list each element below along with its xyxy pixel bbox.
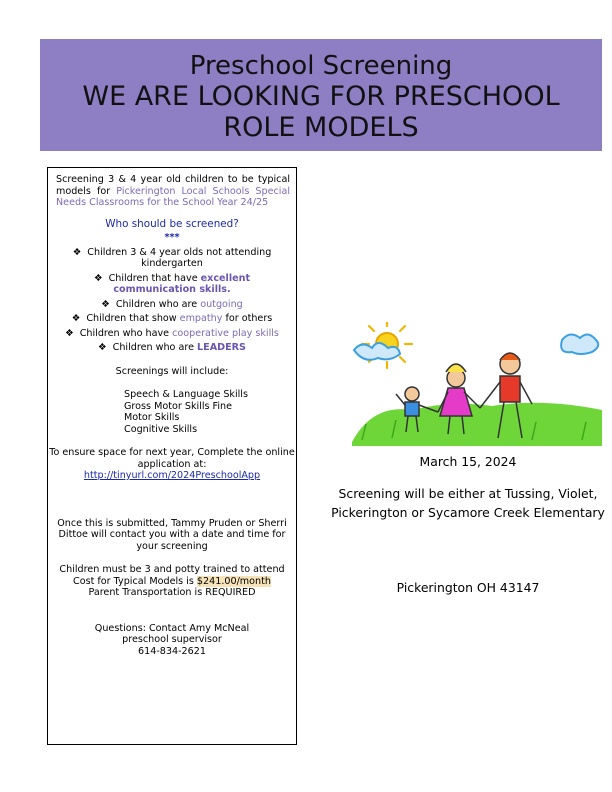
banner-headline-1: WE ARE LOOKING FOR PRESCHOOL	[82, 81, 560, 112]
info-box	[47, 167, 297, 745]
intro-text	[48, 168, 296, 209]
diamond-bullet-icon: ❖	[93, 272, 103, 284]
skill-item: Motor Skills	[124, 412, 180, 423]
bullet-highlight: excellent communication skills.	[113, 272, 251, 295]
bullet-item	[48, 247, 296, 270]
contact-phone: 614-834-2621	[138, 645, 206, 657]
transport-note: Parent Transportation is REQUIRED	[88, 587, 256, 598]
bullet-item	[48, 313, 296, 325]
intro-part: Screening 3 & 4 year old children to be typical models for	[56, 174, 290, 197]
skill-item: Cognitive Skills	[124, 423, 198, 435]
grass	[352, 403, 602, 446]
bullet-text: Children that have	[108, 272, 201, 284]
application-link[interactable]: http://tinyurl.com/2024PreschoolApp	[83, 470, 261, 481]
contact-note: Once this is submitted, Tammy Pruden or Sherri Dittoe will contact you with a date and time for your screening	[57, 517, 287, 552]
title-banner	[40, 39, 602, 151]
intro-program: Pickerington Local Schools Special Needs Classrooms for the School Year 24/25	[56, 185, 290, 208]
bullet-text: Children who are	[115, 298, 201, 310]
application-instructions: To ensure space for next year, Complete the online application at:	[49, 447, 295, 470]
bullet-text: Children who are	[112, 342, 198, 353]
stars-divider: ***	[164, 232, 180, 243]
bullet-highlight: cooperative play skills	[172, 327, 279, 339]
bullet-highlight: outgoing	[200, 298, 243, 310]
sun-icon	[362, 322, 412, 368]
diamond-bullet-icon: ❖	[71, 313, 81, 324]
bullet-text: Children who have	[79, 327, 173, 339]
screening-locations: Screening will be either at Tussing, Violet, Pickerington or Sycamore Creek Elementary	[331, 486, 605, 520]
requirements-text: Children must be 3 and potty trained to attend Cost for Typical Models is	[59, 564, 285, 587]
bullet-item	[48, 273, 296, 296]
bullet-text: for others	[222, 313, 273, 324]
diamond-bullet-icon: ❖	[98, 342, 107, 353]
bullet-text: Children that show	[86, 313, 180, 324]
who-heading: Who should be screened?	[105, 217, 239, 230]
family-drawing-illustration	[352, 322, 602, 446]
banner-headline-2: ROLE MODELS	[223, 112, 419, 143]
diamond-bullet-icon: ❖	[101, 298, 110, 310]
city-address: Pickerington OH 43147	[396, 580, 540, 595]
contact-role: preschool supervisor	[122, 634, 222, 645]
bullet-item	[48, 342, 296, 354]
banner-title: Preschool Screening	[189, 51, 453, 81]
diamond-bullet-icon: ❖	[65, 327, 74, 339]
bullet-text: Children 3 & 4 year olds not attending kindergarten	[87, 246, 272, 269]
questions-contact: Questions: Contact Amy McNeal	[94, 622, 250, 634]
diamond-bullet-icon: ❖	[72, 246, 82, 258]
bullet-highlight: empathy	[179, 313, 223, 324]
skill-item: Speech & Language Skills	[124, 389, 248, 400]
screening-date: March 15, 2024	[419, 454, 517, 469]
bullet-highlight: LEADERS	[197, 342, 246, 353]
bullet-item	[48, 299, 296, 311]
requirements	[48, 564, 296, 587]
bullet-item	[48, 328, 296, 340]
skill-item: Gross Motor Skills Fine	[124, 400, 233, 412]
skills-list	[48, 389, 296, 435]
screenings-include-heading: Screenings will include:	[115, 365, 229, 377]
cost-highlight: $241.00/month	[196, 575, 271, 587]
